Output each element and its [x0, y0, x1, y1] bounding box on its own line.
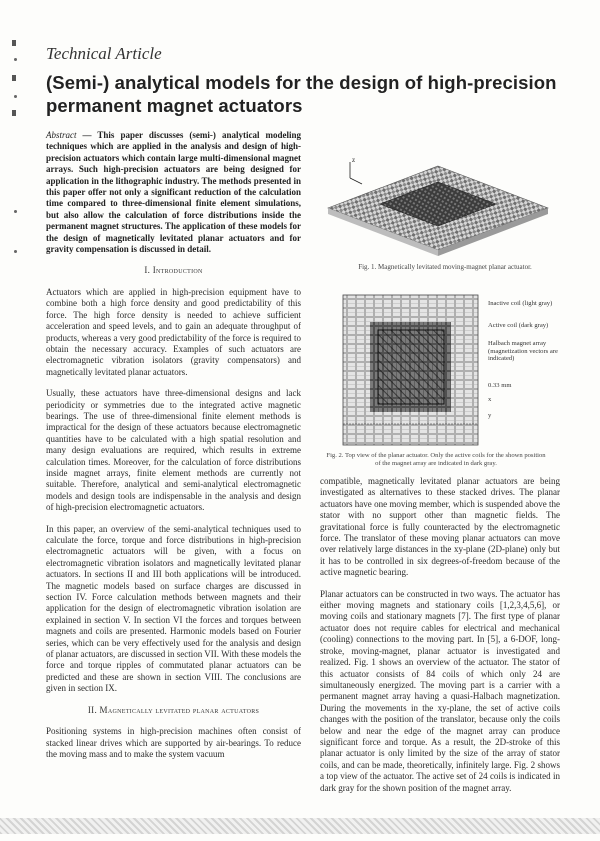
axis-label-x: x	[488, 396, 492, 403]
margin-dot	[14, 58, 17, 61]
dim-label: 0.33 mm	[488, 382, 512, 389]
abstract	[46, 130, 301, 255]
left-column	[46, 130, 301, 770]
x-axis	[350, 178, 362, 184]
paragraph: compatible, magnetically levitated planar actuators are being investigated as alternatives to these stacked drives. The planar actuators have one moving member, which is suspended above the stator with no support other than magnetic fields. The gravitational force is fully counteracted by the electromagnetic force. The translator of these moving planar actuators can move over relatively large distances in the xy-plane (2D-plane) only but it has to be controlled in six degrees-of-freedom because of the active magnetic bearing.	[320, 476, 560, 578]
margin-dot	[14, 210, 17, 213]
legend-active-coil: Active coil (dark gray)	[488, 322, 549, 329]
figure-1-illustration	[320, 148, 556, 258]
section-tag: Technical Article	[46, 44, 162, 63]
scan-edge-strip	[0, 818, 600, 834]
right-column	[320, 476, 560, 804]
abstract-text: — This paper discusses (semi-) analytical modeling techniques which are applied in the analysis and design of high-precision actuators which contain large multi-dimensional magnet arrays. Such high-precision actuators are being designed for application in the lithographic industry. The methods presented in this paper offer not only a significant reduction of the calculation time compared to three-dimensional finite element simulations, but also allow the calculation of force distributions inside the permanent magnet structures. The application of these models for the design of magnetically levitated planar actuators and for gravity compensation is discussed in detail.	[46, 130, 301, 255]
paragraph: Usually, these actuators have three-dimensional designs and lack periodicity or symmetries due to the integrated active magnetic bearings. The use of three-dimensional finite element methods is impractical for the design of these actuators because electromagnetic quantities have to be calculated with a high spatial resolution and many design evaluations are required, which results in extreme calculation times. Moreover, for the calculation of force distributions inside magnet arrays, finite element methods are currently not suitable. Therefore, analytical and semi-analytical electromagnetic models and design tools are indispensable in the analysis and design of high-precision electromagnetic actuators.	[46, 388, 301, 513]
article-title: (Semi-) analytical models for the design of high-precision permanent magnet actuators	[46, 72, 557, 116]
margin-dot	[14, 95, 17, 98]
abstract-label: Abstract	[46, 130, 77, 140]
section-heading: II. Magnetically levitated planar actuators	[87, 704, 260, 715]
section-heading: I. Introduction	[144, 265, 203, 276]
margin-mark	[12, 75, 16, 81]
legend-inactive-coil: Inactive coil (light gray)	[488, 300, 553, 307]
halbach-magnet-array	[378, 330, 444, 404]
figure-2-illustration	[338, 290, 483, 450]
legend-halbach-array: Halbach magnet array (magnetization vectors are indicated)	[488, 340, 558, 363]
paragraph: In this paper, an overview of the semi-analytical techniques used to calculate the force, torque and force distributions in high-precision electromagnetic actuators will be given, with a focus on electromagnetic vibration isolators and magnetically levitated planar actuators. In sections II and III both applications will be introduced. The magnetic models based on surface charges are discussed in section IV. Force calculation methods between magnets and their application for the design of electromagnetic vibration isolation are explained in section V. In section VI the forces and torques between magnets and coils are presented. Harmonic models based on Fourier series, which can be very effectively used for the analysis and design of planar actuators, are discussed in section VII. With these models the force and torque ripples of commutated planar actuators can be predicted and these are shown in section VIII. The conclusions are given in section IX.	[46, 523, 301, 694]
paragraph: Actuators which are applied in high-precision equipment have to combine both a high force density and good predictability of this force. The high force density is needed to achieve sufficient acceleration and speed levels, and to gain an adequate throughput of products, whereas a very good predictability of the force is required to obtain the necessary accuracy. Examples of such actuators are electromagnetic vibration isolators (gravity compensators) and magnetically levitated planar actuators.	[46, 286, 301, 377]
paragraph: Planar actuators can be constructed in two ways. The actuator has either moving magnets and stationary coils [1,2,3,4,5,6], or moving coils and stationary magnets [7]. The first type of planar actuator does not require cables for electrical and mechanical (cooling) connections to the moving part. In [5], a 6-DOF, long-stroke, moving-magnet, planar actuator is investigated and realized. Fig. 1 shows an overview of the actuator. The stator of this actuator consists of 84 coils of which only 24 are simultaneously energized. The moving part is a carrier with a permanent magnet array having a quasi-Halbach magnetization. During the movements in the xy-plane, the set of active coils changes with the position of the translator, because only the coils below and near the edge of the magnet array can produce significant force and torque. As a result, the 2D-stroke of this planar actuator is only limited by the size of the array of stator coils, and can be made, theoretically, infinitely large. Fig. 2 shows a top view of the actuator. The active set of 24 coils is indicated in dark gray for the shown position of the magnet array.	[320, 588, 560, 793]
margin-mark	[12, 110, 16, 116]
margin-mark	[12, 40, 16, 46]
figure-2-caption: Fig. 2. Top view of the planar actuator. Only the active coils for the shown position of the magnet array are indicated in dark gray.	[326, 452, 546, 468]
axis-label-y: y	[488, 412, 492, 419]
z-axis-label: z	[352, 156, 356, 164]
figure-1-caption: Fig. 1. Magnetically levitated moving-magnet planar actuator.	[358, 263, 532, 271]
paragraph: Positioning systems in high-precision machines often consist of stacked linear drives which are supported by air-bearings. To reduce the moving mass and to make the system vacuum	[46, 726, 301, 759]
margin-dot	[14, 250, 17, 253]
